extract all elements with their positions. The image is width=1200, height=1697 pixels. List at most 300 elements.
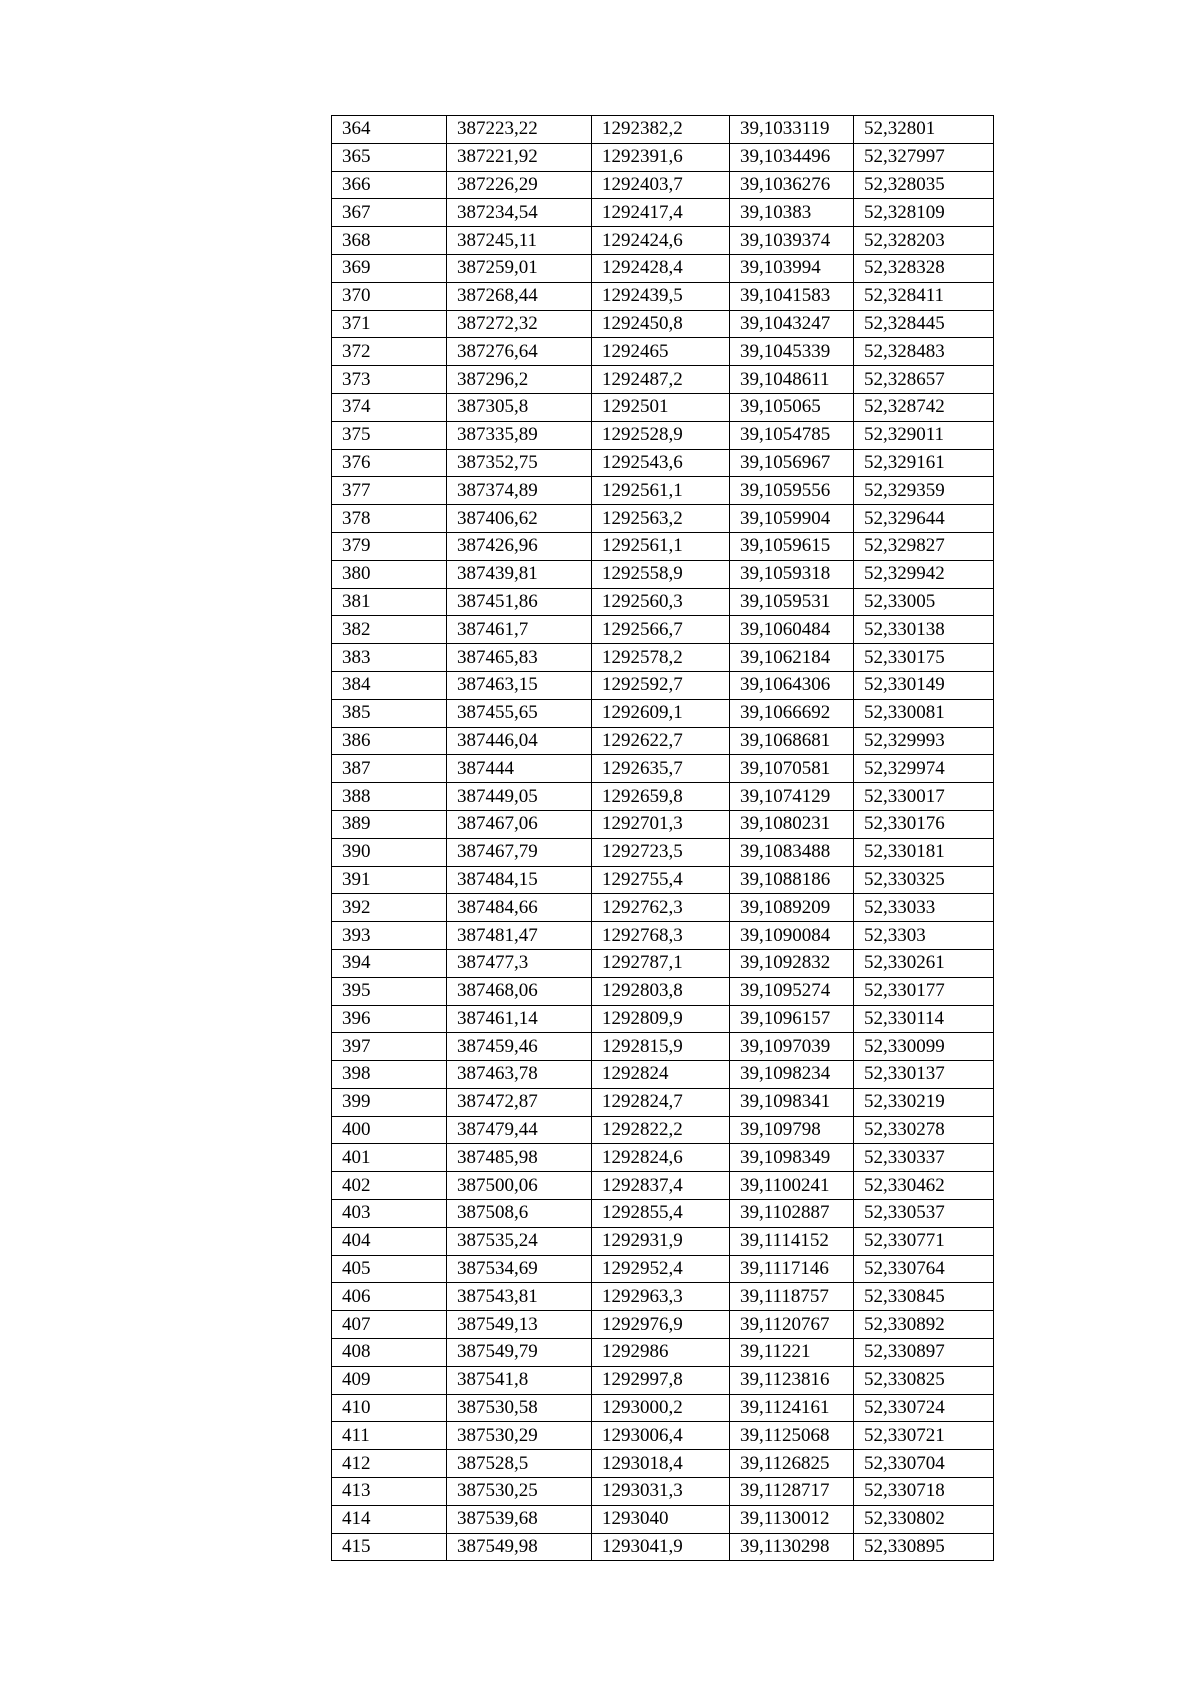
table-row [332,477,994,505]
y-coordinate-cell: 1292558,9 [592,560,730,588]
latitude-cell: 52,330177 [854,977,994,1005]
table-row [332,560,994,588]
point-number-cell: 368 [332,227,447,255]
table-row [332,755,994,783]
y-coordinate-cell: 1292659,8 [592,783,730,811]
point-number-cell: 388 [332,783,447,811]
x-coordinate-cell: 387449,05 [447,783,592,811]
y-coordinate-cell: 1292609,1 [592,699,730,727]
x-coordinate-cell: 387543,81 [447,1283,592,1311]
point-number-cell: 399 [332,1088,447,1116]
longitude-cell: 39,1059615 [730,532,854,560]
latitude-cell: 52,330175 [854,644,994,672]
y-coordinate-cell: 1292824,7 [592,1088,730,1116]
latitude-cell: 52,330825 [854,1366,994,1394]
x-coordinate-cell: 387268,44 [447,282,592,310]
longitude-cell: 39,1118757 [730,1283,854,1311]
y-coordinate-cell: 1293000,2 [592,1394,730,1422]
longitude-cell: 39,1088186 [730,866,854,894]
longitude-cell: 39,1062184 [730,644,854,672]
point-number-cell: 366 [332,171,447,199]
latitude-cell: 52,330138 [854,616,994,644]
y-coordinate-cell: 1292986 [592,1339,730,1367]
y-coordinate-cell: 1292439,5 [592,282,730,310]
y-coordinate-cell: 1292560,3 [592,588,730,616]
y-coordinate-cell: 1292723,5 [592,838,730,866]
latitude-cell: 52,330718 [854,1478,994,1506]
x-coordinate-cell: 387245,11 [447,227,592,255]
longitude-cell: 39,1126825 [730,1450,854,1478]
y-coordinate-cell: 1292561,1 [592,477,730,505]
x-coordinate-cell: 387461,7 [447,616,592,644]
y-coordinate-cell: 1293018,4 [592,1450,730,1478]
x-coordinate-cell: 387465,83 [447,644,592,672]
point-number-cell: 410 [332,1394,447,1422]
x-coordinate-cell: 387467,79 [447,838,592,866]
x-coordinate-cell: 387479,44 [447,1116,592,1144]
point-number-cell: 385 [332,699,447,727]
latitude-cell: 52,328445 [854,310,994,338]
y-coordinate-cell: 1292963,3 [592,1283,730,1311]
longitude-cell: 39,1098349 [730,1144,854,1172]
longitude-cell: 39,1054785 [730,421,854,449]
table-row [332,1144,994,1172]
latitude-cell: 52,328035 [854,171,994,199]
table-row [332,644,994,672]
x-coordinate-cell: 387485,98 [447,1144,592,1172]
y-coordinate-cell: 1292824,6 [592,1144,730,1172]
longitude-cell: 39,1130298 [730,1533,854,1561]
table-row [332,143,994,171]
table-row [332,1478,994,1506]
longitude-cell: 39,1048611 [730,366,854,394]
table-row [332,1450,994,1478]
x-coordinate-cell: 387539,68 [447,1505,592,1533]
point-number-cell: 378 [332,505,447,533]
latitude-cell: 52,330892 [854,1311,994,1339]
table-row [332,171,994,199]
latitude-cell: 52,330017 [854,783,994,811]
table-row [332,1255,994,1283]
latitude-cell: 52,330771 [854,1227,994,1255]
latitude-cell: 52,330099 [854,1033,994,1061]
longitude-cell: 39,1125068 [730,1422,854,1450]
point-number-cell: 411 [332,1422,447,1450]
table-row [332,505,994,533]
longitude-cell: 39,1095274 [730,977,854,1005]
table-row [332,1283,994,1311]
table-row [332,1200,994,1228]
table-row [332,949,994,977]
point-number-cell: 381 [332,588,447,616]
latitude-cell: 52,330337 [854,1144,994,1172]
y-coordinate-cell: 1293041,9 [592,1533,730,1561]
x-coordinate-cell: 387477,3 [447,949,592,977]
y-coordinate-cell: 1292450,8 [592,310,730,338]
longitude-cell: 39,1080231 [730,810,854,838]
point-number-cell: 383 [332,644,447,672]
y-coordinate-cell: 1293040 [592,1505,730,1533]
longitude-cell: 39,1070581 [730,755,854,783]
table-row [332,1116,994,1144]
table-row [332,1505,994,1533]
longitude-cell: 39,1039374 [730,227,854,255]
y-coordinate-cell: 1292815,9 [592,1033,730,1061]
table-row [332,1088,994,1116]
x-coordinate-cell: 387459,46 [447,1033,592,1061]
x-coordinate-cell: 387234,54 [447,199,592,227]
x-coordinate-cell: 387446,04 [447,727,592,755]
x-coordinate-cell: 387226,29 [447,171,592,199]
latitude-cell: 52,328483 [854,338,994,366]
longitude-cell: 39,1083488 [730,838,854,866]
table-row [332,338,994,366]
latitude-cell: 52,329644 [854,505,994,533]
table-row [332,227,994,255]
longitude-cell: 39,1120767 [730,1311,854,1339]
table-row [332,1366,994,1394]
table-row [332,1005,994,1033]
y-coordinate-cell: 1292997,8 [592,1366,730,1394]
latitude-cell: 52,329827 [854,532,994,560]
table-row [332,1533,994,1561]
longitude-cell: 39,1096157 [730,1005,854,1033]
x-coordinate-cell: 387481,47 [447,922,592,950]
latitude-cell: 52,330764 [854,1255,994,1283]
x-coordinate-cell: 387406,62 [447,505,592,533]
y-coordinate-cell: 1292622,7 [592,727,730,755]
table-row [332,977,994,1005]
point-number-cell: 389 [332,810,447,838]
point-number-cell: 397 [332,1033,447,1061]
point-number-cell: 387 [332,755,447,783]
x-coordinate-cell: 387223,22 [447,116,592,144]
table-row [332,199,994,227]
point-number-cell: 394 [332,949,447,977]
coordinates-table [331,115,994,1561]
table-row [332,1394,994,1422]
x-coordinate-cell: 387426,96 [447,532,592,560]
x-coordinate-cell: 387467,06 [447,810,592,838]
latitude-cell: 52,330724 [854,1394,994,1422]
longitude-cell: 39,1090084 [730,922,854,950]
longitude-cell: 39,11221 [730,1339,854,1367]
x-coordinate-cell: 387468,06 [447,977,592,1005]
point-number-cell: 369 [332,254,447,282]
x-coordinate-cell: 387549,13 [447,1311,592,1339]
point-number-cell: 396 [332,1005,447,1033]
point-number-cell: 412 [332,1450,447,1478]
y-coordinate-cell: 1292424,6 [592,227,730,255]
y-coordinate-cell: 1292578,2 [592,644,730,672]
y-coordinate-cell: 1292566,7 [592,616,730,644]
x-coordinate-cell: 387296,2 [447,366,592,394]
table-row [332,1339,994,1367]
y-coordinate-cell: 1292809,9 [592,1005,730,1033]
latitude-cell: 52,330802 [854,1505,994,1533]
y-coordinate-cell: 1292635,7 [592,755,730,783]
point-number-cell: 407 [332,1311,447,1339]
latitude-cell: 52,328328 [854,254,994,282]
latitude-cell: 52,329974 [854,755,994,783]
latitude-cell: 52,330149 [854,671,994,699]
point-number-cell: 393 [332,922,447,950]
y-coordinate-cell: 1292592,7 [592,671,730,699]
latitude-cell: 52,330114 [854,1005,994,1033]
point-number-cell: 408 [332,1339,447,1367]
point-number-cell: 390 [332,838,447,866]
x-coordinate-cell: 387272,32 [447,310,592,338]
point-number-cell: 371 [332,310,447,338]
x-coordinate-cell: 387528,5 [447,1450,592,1478]
longitude-cell: 39,1130012 [730,1505,854,1533]
point-number-cell: 364 [332,116,447,144]
longitude-cell: 39,1117146 [730,1255,854,1283]
longitude-cell: 39,1060484 [730,616,854,644]
x-coordinate-cell: 387335,89 [447,421,592,449]
latitude-cell: 52,328742 [854,393,994,421]
x-coordinate-cell: 387530,25 [447,1478,592,1506]
x-coordinate-cell: 387463,78 [447,1061,592,1089]
longitude-cell: 39,1043247 [730,310,854,338]
y-coordinate-cell: 1292755,4 [592,866,730,894]
x-coordinate-cell: 387530,58 [447,1394,592,1422]
table-row [332,727,994,755]
latitude-cell: 52,330137 [854,1061,994,1089]
point-number-cell: 384 [332,671,447,699]
y-coordinate-cell: 1293031,3 [592,1478,730,1506]
longitude-cell: 39,1059318 [730,560,854,588]
latitude-cell: 52,330895 [854,1533,994,1561]
longitude-cell: 39,1089209 [730,894,854,922]
point-number-cell: 395 [332,977,447,1005]
point-number-cell: 374 [332,393,447,421]
x-coordinate-cell: 387444 [447,755,592,783]
latitude-cell: 52,330462 [854,1172,994,1200]
latitude-cell: 52,330176 [854,810,994,838]
point-number-cell: 392 [332,894,447,922]
table-row [332,894,994,922]
table-row [332,449,994,477]
table-row [332,1227,994,1255]
y-coordinate-cell: 1292417,4 [592,199,730,227]
table-row [332,1422,994,1450]
point-number-cell: 380 [332,560,447,588]
longitude-cell: 39,1098234 [730,1061,854,1089]
latitude-cell: 52,330721 [854,1422,994,1450]
table-row [332,421,994,449]
point-number-cell: 401 [332,1144,447,1172]
y-coordinate-cell: 1292487,2 [592,366,730,394]
latitude-cell: 52,330181 [854,838,994,866]
longitude-cell: 39,105065 [730,393,854,421]
y-coordinate-cell: 1292403,7 [592,171,730,199]
y-coordinate-cell: 1292563,2 [592,505,730,533]
longitude-cell: 39,1128717 [730,1478,854,1506]
point-number-cell: 413 [332,1478,447,1506]
table-row [332,866,994,894]
latitude-cell: 52,328109 [854,199,994,227]
point-number-cell: 373 [332,366,447,394]
point-number-cell: 376 [332,449,447,477]
longitude-cell: 39,1114152 [730,1227,854,1255]
x-coordinate-cell: 387305,8 [447,393,592,421]
latitude-cell: 52,327997 [854,143,994,171]
point-number-cell: 403 [332,1200,447,1228]
latitude-cell: 52,330325 [854,866,994,894]
latitude-cell: 52,330081 [854,699,994,727]
latitude-cell: 52,329359 [854,477,994,505]
longitude-cell: 39,1124161 [730,1394,854,1422]
table-row [332,671,994,699]
point-number-cell: 365 [332,143,447,171]
table-row [332,1033,994,1061]
table-row [332,588,994,616]
longitude-cell: 39,1098341 [730,1088,854,1116]
y-coordinate-cell: 1292837,4 [592,1172,730,1200]
latitude-cell: 52,328411 [854,282,994,310]
point-number-cell: 370 [332,282,447,310]
y-coordinate-cell: 1292855,4 [592,1200,730,1228]
table-row [332,254,994,282]
longitude-cell: 39,1045339 [730,338,854,366]
latitude-cell: 52,329942 [854,560,994,588]
point-number-cell: 409 [332,1366,447,1394]
x-coordinate-cell: 387549,79 [447,1339,592,1367]
x-coordinate-cell: 387259,01 [447,254,592,282]
x-coordinate-cell: 387463,15 [447,671,592,699]
y-coordinate-cell: 1292824 [592,1061,730,1089]
point-number-cell: 372 [332,338,447,366]
point-number-cell: 414 [332,1505,447,1533]
x-coordinate-cell: 387534,69 [447,1255,592,1283]
table-row [332,783,994,811]
table-row [332,116,994,144]
longitude-cell: 39,1102887 [730,1200,854,1228]
y-coordinate-cell: 1292391,6 [592,143,730,171]
table-row [332,532,994,560]
point-number-cell: 402 [332,1172,447,1200]
y-coordinate-cell: 1292931,9 [592,1227,730,1255]
latitude-cell: 52,330537 [854,1200,994,1228]
y-coordinate-cell: 1292787,1 [592,949,730,977]
point-number-cell: 382 [332,616,447,644]
point-number-cell: 386 [332,727,447,755]
latitude-cell: 52,329161 [854,449,994,477]
x-coordinate-cell: 387535,24 [447,1227,592,1255]
longitude-cell: 39,10383 [730,199,854,227]
y-coordinate-cell: 1292561,1 [592,532,730,560]
table-row [332,310,994,338]
x-coordinate-cell: 387439,81 [447,560,592,588]
x-coordinate-cell: 387472,87 [447,1088,592,1116]
point-number-cell: 415 [332,1533,447,1561]
point-number-cell: 398 [332,1061,447,1089]
point-number-cell: 404 [332,1227,447,1255]
y-coordinate-cell: 1292952,4 [592,1255,730,1283]
y-coordinate-cell: 1292465 [592,338,730,366]
latitude-cell: 52,33005 [854,588,994,616]
table-row [332,810,994,838]
table-row [332,1172,994,1200]
latitude-cell: 52,328203 [854,227,994,255]
longitude-cell: 39,1034496 [730,143,854,171]
y-coordinate-cell: 1292803,8 [592,977,730,1005]
x-coordinate-cell: 387549,98 [447,1533,592,1561]
point-number-cell: 406 [332,1283,447,1311]
x-coordinate-cell: 387455,65 [447,699,592,727]
latitude-cell: 52,330897 [854,1339,994,1367]
x-coordinate-cell: 387221,92 [447,143,592,171]
point-number-cell: 367 [332,199,447,227]
table-row [332,922,994,950]
point-number-cell: 391 [332,866,447,894]
point-number-cell: 375 [332,421,447,449]
point-number-cell: 405 [332,1255,447,1283]
x-coordinate-cell: 387500,06 [447,1172,592,1200]
longitude-cell: 39,1123816 [730,1366,854,1394]
table-row [332,1311,994,1339]
latitude-cell: 52,33033 [854,894,994,922]
y-coordinate-cell: 1292701,3 [592,810,730,838]
latitude-cell: 52,330704 [854,1450,994,1478]
latitude-cell: 52,3303 [854,922,994,950]
longitude-cell: 39,103994 [730,254,854,282]
y-coordinate-cell: 1292501 [592,393,730,421]
latitude-cell: 52,330261 [854,949,994,977]
x-coordinate-cell: 387530,29 [447,1422,592,1450]
y-coordinate-cell: 1292428,4 [592,254,730,282]
table-row [332,366,994,394]
longitude-cell: 39,1056967 [730,449,854,477]
table-row [332,282,994,310]
x-coordinate-cell: 387461,14 [447,1005,592,1033]
longitude-cell: 39,1066692 [730,699,854,727]
longitude-cell: 39,1036276 [730,171,854,199]
longitude-cell: 39,1074129 [730,783,854,811]
coordinates-table-body [332,116,994,1561]
longitude-cell: 39,1092832 [730,949,854,977]
y-coordinate-cell: 1292382,2 [592,116,730,144]
x-coordinate-cell: 387484,15 [447,866,592,894]
longitude-cell: 39,1059904 [730,505,854,533]
longitude-cell: 39,1033119 [730,116,854,144]
latitude-cell: 52,330845 [854,1283,994,1311]
x-coordinate-cell: 387484,66 [447,894,592,922]
latitude-cell: 52,32801 [854,116,994,144]
y-coordinate-cell: 1292822,2 [592,1116,730,1144]
longitude-cell: 39,1059556 [730,477,854,505]
table-row [332,393,994,421]
point-number-cell: 400 [332,1116,447,1144]
longitude-cell: 39,1064306 [730,671,854,699]
longitude-cell: 39,1100241 [730,1172,854,1200]
latitude-cell: 52,328657 [854,366,994,394]
y-coordinate-cell: 1292528,9 [592,421,730,449]
x-coordinate-cell: 387508,6 [447,1200,592,1228]
x-coordinate-cell: 387374,89 [447,477,592,505]
table-row [332,1061,994,1089]
point-number-cell: 377 [332,477,447,505]
y-coordinate-cell: 1292976,9 [592,1311,730,1339]
x-coordinate-cell: 387352,75 [447,449,592,477]
longitude-cell: 39,1041583 [730,282,854,310]
latitude-cell: 52,329011 [854,421,994,449]
latitude-cell: 52,330219 [854,1088,994,1116]
point-number-cell: 379 [332,532,447,560]
y-coordinate-cell: 1292762,3 [592,894,730,922]
table-row [332,616,994,644]
